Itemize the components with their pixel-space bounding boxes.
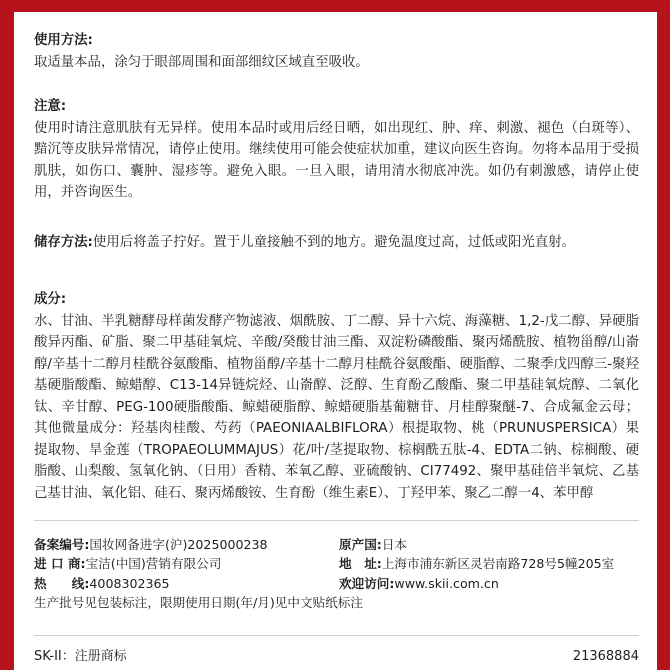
reg-row-3 [34, 574, 639, 593]
caution-section [34, 96, 639, 204]
caution-title: 注意: [34, 99, 67, 114]
trademark-text: ：注册商标 [61, 648, 127, 664]
website-label: 欢迎访问: [339, 575, 395, 591]
ingredients-section [34, 289, 639, 504]
batch-note: 生产批号见包装标注，限期使用日期(年/月)见中文贴纸标注 [34, 595, 363, 611]
reg-row-1 [34, 535, 639, 554]
storage-section [34, 232, 639, 254]
address-label: 地 址: [339, 556, 382, 572]
importer-label: 进 口 商: [34, 556, 86, 572]
hotline-label: 热 线: [34, 575, 90, 591]
ingredients-title: 成分: [34, 292, 67, 307]
product-code: 21368884 [572, 648, 639, 664]
reg-row-4 [34, 593, 639, 612]
record-label: 备案编号: [34, 537, 90, 552]
usage-text: 取适量本品，涂匀于眼部周围和面部细纹区域直至吸收。 [34, 54, 369, 70]
origin-label: 原产国: [339, 537, 382, 552]
ingredients-text: 水、甘油、半乳糖酵母样菌发酵产物滤液、烟酰胺、丁二醇、异十六烷、海藻糖、1,2-戊二醇、异硬脂酸异丙酯、矿脂、聚二甲基硅氧烷、辛酸/癸酸甘油三酯、双淀粉磷酸酯、聚丙烯酰胺、植物甾醇/山嵛醇/辛基十二醇月桂酰谷氨酸酯、植物甾醇/辛基十二醇月桂酰谷氨酸酯、硬脂醇、二聚季戊四醇三-聚羟基硬脂酸酯、鲸蜡醇、C13-14异链烷烃、山嵛醇、泛醇、生育酚乙酸酯、聚二甲基硅氧烷醇、二氧化钛、辛甘醇、PEG-100硬脂酸酯、鲸蜡硬脂醇、鲸蜡硬脂基葡糖苷、月桂醇聚醚-7、合成氟金云母；其他微量成分：羟基肉桂酸、芍药（PAEONIAALBIFLORA）根提取物、桃（PRUNUSPERSICA）果提取物、旱金莲（TROPAEOLUMMAJUS）花/叶/茎提取物、棕榈酰五肽-4、EDTA二钠、棕榈酸、硬脂酸、山梨酸、氢氧化钠、（日用）香精、苯氧乙醇、亚硫酸钠、CI77492、聚甲基硅倍半氧烷、乙基己基甘油、氧化铝、硅石、聚丙烯酸铵、生育酚（维生素E）、丁羟甲苯、聚乙二醇一4、苯甲醇 [34, 313, 639, 501]
website-value: www.skii.com.cn [394, 575, 499, 591]
divider-top [34, 520, 639, 521]
storage-title: 储存方法: [34, 234, 93, 250]
importer-value: 宝洁(中国)营销有限公司 [85, 556, 222, 572]
origin-value: 日本 [381, 537, 408, 552]
record-value: 国妆网备进字(沪)2025000238 [89, 537, 268, 552]
usage-section [34, 30, 639, 73]
address-value: 上海市浦东新区灵岩南路728号5幢205室 [381, 556, 615, 572]
reg-row-2 [34, 554, 639, 573]
footer [34, 636, 639, 667]
hotline-value: 4008302365 [89, 575, 170, 591]
brand-name: SK-II [34, 648, 62, 664]
label-panel [14, 12, 657, 670]
storage-text: 使用后将盖子拧好。置于儿童接触不到的地方。避免温度过高，过低或阳光直射。 [92, 234, 575, 250]
registration-block [34, 535, 639, 613]
usage-title: 使用方法: [34, 33, 93, 48]
caution-text: 使用时请注意肌肤有无异样。使用本品时或用后经日晒，如出现红、肿、痒、刺激、褪色（白斑等）、黯沉等皮肤异常情况，请停止使用。继续使用可能会使症状加重，建议向医生咨询。勿将本品用于受损肌肤，如伤口、囊肿、湿疹等。避免入眼。一旦入眼，请用清水彻底冲洗。如仍有刺激感，请停止使用，并咨询医生。 [34, 120, 639, 200]
